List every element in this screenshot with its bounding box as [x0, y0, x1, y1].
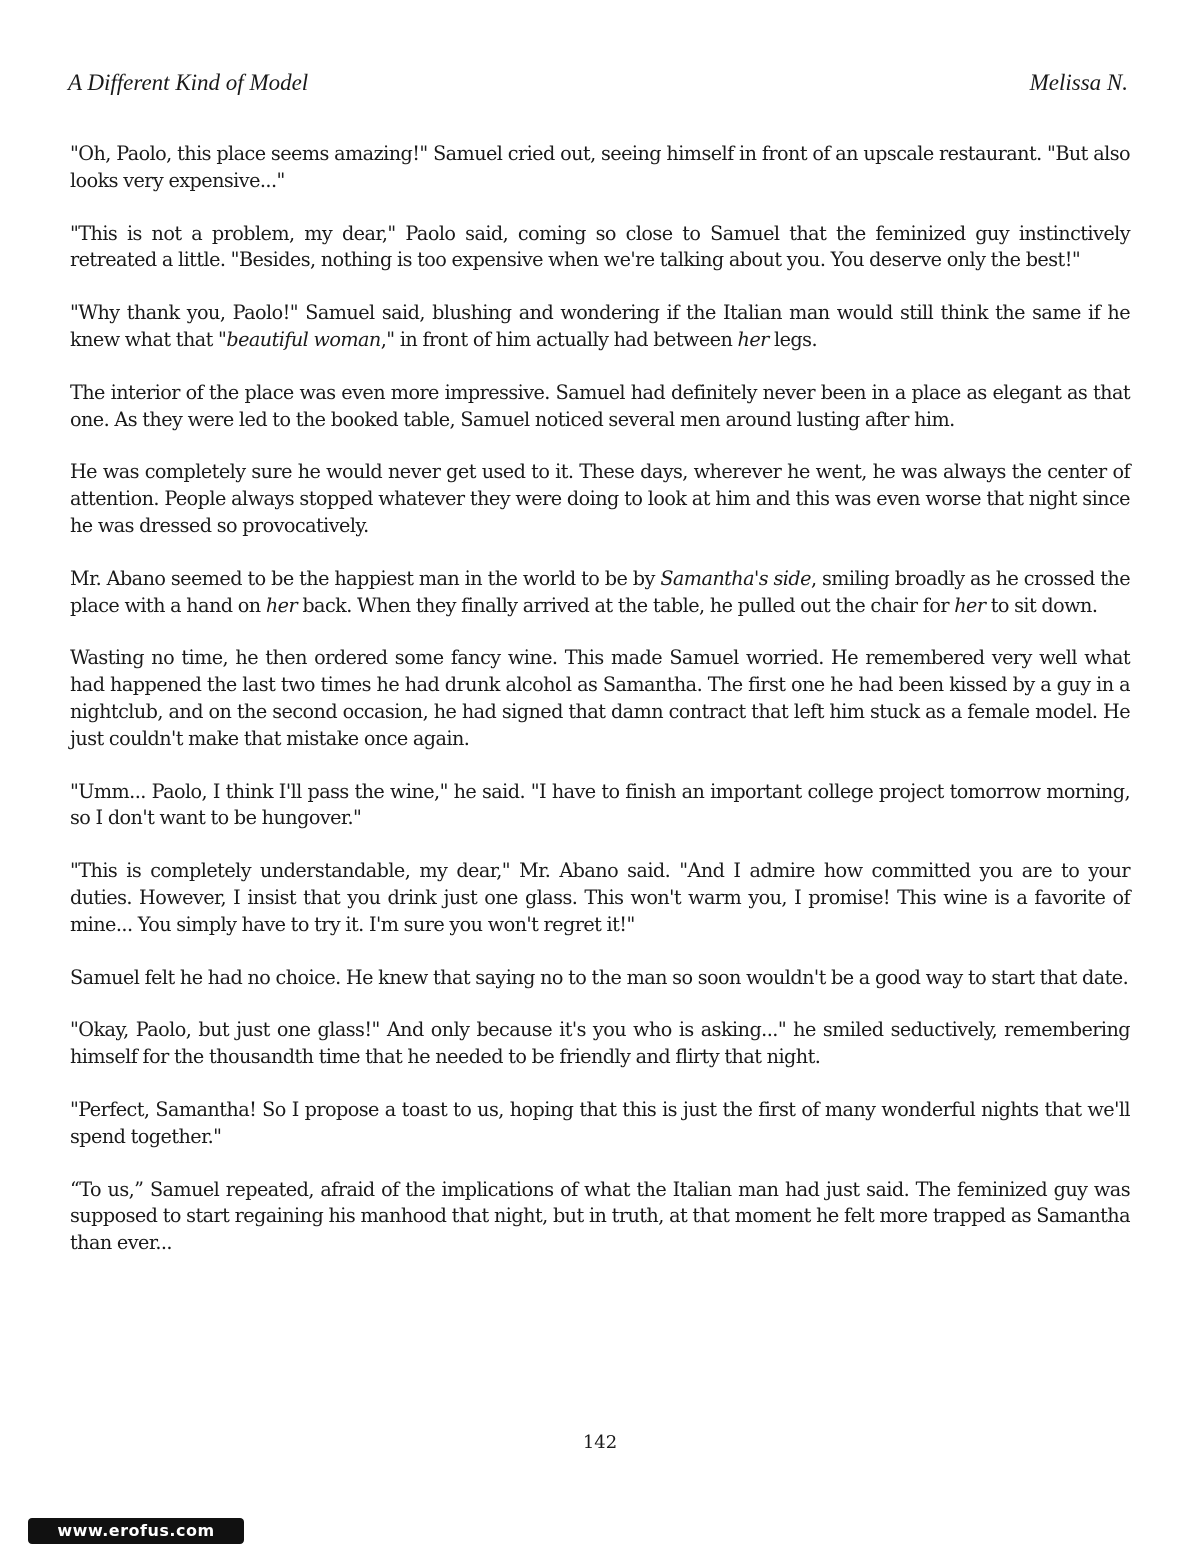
body-paragraph — [70, 1017, 1130, 1071]
paragraph-text: legs. — [768, 327, 818, 351]
emphasis-text: her — [265, 593, 298, 617]
paragraph-text: to sit down. — [985, 593, 1098, 617]
paragraph-text: "Why thank you, Paolo!" Samuel said, blushing and wondering if the Italian man would still think the same if he knew what that " — [70, 301, 1130, 351]
watermark-text: www.erofus.com — [57, 1521, 215, 1540]
paragraph-text: , smiling broadly as he crossed the place with a hand on — [70, 566, 1131, 617]
paragraph-text: "This is not a problem, my dear," Paolo said, coming so close to Samuel that the feminized guy instinctively retreated a little. "Besides, nothing is too expensive when we're talking about you. You deserve only the best!" — [70, 221, 1130, 272]
body-paragraph — [70, 645, 1130, 752]
paragraph-text: back. When they finally arrived at the table, he pulled out the chair for — [297, 593, 955, 617]
body-paragraph — [70, 779, 1130, 833]
body-paragraph — [70, 141, 1130, 195]
paragraph-text: Samuel felt he had no choice. He knew that saying no to the man so soon wouldn't be a good way to start that date. — [70, 965, 1129, 989]
author-name: Melissa N. — [1029, 70, 1128, 95]
body-paragraph — [70, 221, 1130, 275]
body-paragraph — [70, 459, 1130, 539]
paragraph-text: ," in front of him actually had between — [380, 327, 738, 351]
paragraph-text: "This is completely understandable, my dear," Mr. Abano said. "And I admire how committed you are to your duties. However, I insist that you drink just one glass. This won't warm you, I promise! This wine is a favorite of mine... You simply have to try it. I'm sure you won't regret it!" — [70, 859, 1130, 936]
paragraph-text: "Okay, Paolo, but just one glass!" And only because it's you who is asking..." he smiled seductively, remembering himself for the thousandth time that he needed to be friendly and flirty that night. — [70, 1018, 1130, 1069]
page-number: 142 — [582, 1432, 618, 1453]
body-paragraph — [70, 566, 1130, 620]
body-paragraph — [70, 300, 1130, 354]
paragraph-text: Wasting no time, he then ordered some fancy wine. This made Samuel worried. He remembered very well what had happened the last two times he had drunk alcohol as Samantha. The first one he had been kissed by a guy in a nightclub, and on the second occasion, he had signed that damn contract that left him stuck as a female model. He just couldn't make that mistake once again. — [70, 646, 1130, 750]
paragraph-text: "Oh, Paolo, this place seems amazing!" Samuel cried out, seeing himself in front of an upscale restaurant. "But also looks very expensive..." — [70, 142, 1130, 192]
page-body — [70, 141, 1130, 1283]
paragraph-text: "Umm... Paolo, I think I'll pass the wine," he said. "I have to finish an important college project tomorrow morning, so I don't want to be hungover." — [70, 779, 1130, 830]
body-paragraph — [70, 965, 1130, 992]
paragraph-text: Mr. Abano seemed to be the happiest man in the world to be by — [70, 566, 661, 590]
watermark-badge[interactable] — [28, 1518, 244, 1544]
emphasis-text: her — [737, 327, 769, 351]
book-title: A Different Kind of Model — [68, 70, 309, 95]
body-paragraph — [70, 1177, 1130, 1257]
body-paragraph — [70, 380, 1130, 434]
body-paragraph — [70, 858, 1130, 938]
paragraph-text: He was completely sure he would never get used to it. These days, wherever he went, he was always the center of attention. People always stopped whatever they were doing to look at him and this was even worse that night since he was dressed so provocatively. — [70, 460, 1130, 537]
paragraph-text: The interior of the place was even more impressive. Samuel had definitely never been in a place as elegant as that one. As they were led to the booked table, Samuel noticed several men around lusting after him. — [70, 380, 1130, 431]
paragraph-text: "Perfect, Samantha! So I propose a toast to us, hoping that this is just the first of many wonderful nights that we'll spend together." — [70, 1097, 1130, 1148]
page-header — [68, 70, 1128, 102]
emphasis-text: Samantha's side — [660, 566, 811, 590]
emphasis-text: beautiful woman — [226, 327, 381, 351]
emphasis-text: her — [954, 593, 986, 617]
paragraph-text: “To us,” Samuel repeated, afraid of the implications of what the Italian man had just said. The feminized guy was supposed to start regaining his manhood that night, but in truth, at that moment he felt more trapped as Samantha than ever... — [70, 1177, 1130, 1255]
body-paragraph — [70, 1097, 1130, 1151]
